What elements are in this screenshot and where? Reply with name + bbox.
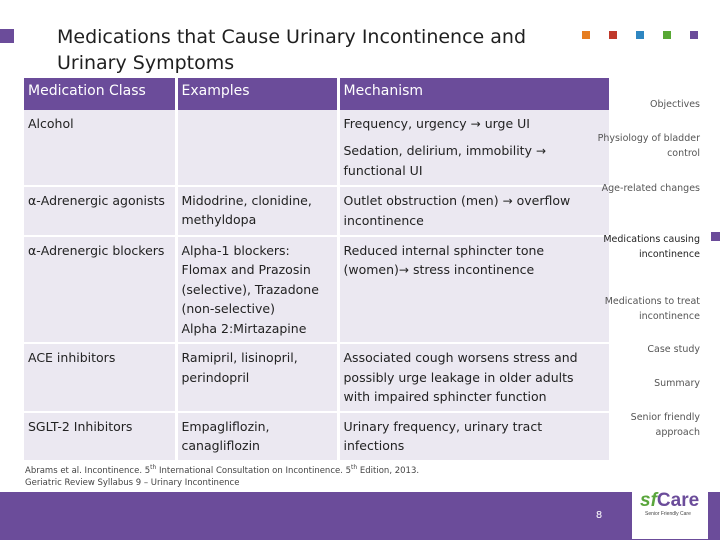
- mechanism-text: functional UI: [343, 163, 423, 178]
- table-row: [24, 343, 609, 412]
- examples-cell: [176, 236, 338, 344]
- header-examples: Examples: [176, 78, 338, 110]
- mechanism-cell: [338, 412, 609, 461]
- arrow-right-icon: →: [470, 117, 481, 131]
- slide-marker: [0, 29, 14, 43]
- nav-item[interactable]: Physiology of bladder control: [597, 133, 700, 159]
- arrow-right-icon: →: [398, 263, 409, 277]
- mechanism-text: stress incontinence: [408, 262, 535, 277]
- mechanism-text: Sedation, delirium, immobility: [343, 142, 536, 158]
- sfcare-logo-text: sfCare: [640, 490, 700, 511]
- mechanism-line: [344, 241, 604, 281]
- example-text: Ramipril, lisinopril, perindopril: [181, 350, 298, 385]
- mechanism-cell: [338, 236, 609, 344]
- header-mechanism: Mechanism: [338, 78, 609, 110]
- mechanism-line: [344, 114, 604, 135]
- table-row: [24, 186, 609, 236]
- nav-item[interactable]: Age-related changes: [601, 183, 700, 194]
- mechanism-text: overflow incontinence: [343, 192, 571, 228]
- nav-item[interactable]: Senior friendly approach: [630, 412, 700, 438]
- examples-cell: [176, 343, 338, 412]
- nav-item[interactable]: Case study: [647, 344, 700, 355]
- arrow-right-icon: →: [502, 193, 513, 208]
- orange-square-icon: [582, 31, 590, 39]
- header-medication-class: Medication Class: [24, 78, 176, 110]
- medication-class-cell: α-Adrenergic agonists: [24, 186, 176, 236]
- mechanism-text: urge UI: [480, 116, 530, 131]
- mechanism-text: Outlet obstruction (men): [343, 192, 503, 208]
- citation-abrams: Abrams et al. Incontinence. 5th International Consultation on Incontinence. 5th Edition, 2013.: [25, 464, 420, 476]
- examples-cell: [176, 110, 338, 186]
- footer-bar: [0, 492, 720, 540]
- mechanism-cell: [338, 186, 609, 236]
- mechanism-text: Reduced internal sphincter tone (women): [343, 242, 545, 277]
- sfcare-logo-subtitle: Senior Friendly Care: [645, 511, 691, 517]
- table-row: [24, 236, 609, 344]
- medications-table: [24, 78, 609, 462]
- example-text: Empagliflozin, canagliflozin: [181, 418, 270, 453]
- slide-title: Medications that Cause Urinary Incontinence and Urinary Symptoms: [57, 26, 527, 74]
- mechanism-line: [344, 141, 604, 181]
- medication-class-cell: SGLT-2 Inhibitors: [24, 412, 176, 461]
- medication-class-cell: α-Adrenergic blockers: [24, 236, 176, 344]
- nav-item[interactable]: Objectives: [650, 99, 700, 110]
- mechanism-text: Urinary frequency, urinary tract infections: [343, 418, 543, 453]
- blue-square-icon: [636, 31, 644, 39]
- active-section-marker: [711, 232, 720, 241]
- nav-item[interactable]: Medications to treat incontinence: [604, 296, 700, 322]
- green-square-icon: [663, 31, 671, 39]
- arrow-right-icon: →: [535, 143, 547, 158]
- mechanism-line: [344, 348, 604, 407]
- example-text: Alpha 2:Mirtazapine: [181, 320, 307, 336]
- mechanism-line: [344, 417, 604, 456]
- mechanism-text: Associated cough worsens stress and possibly urge leakage in older adults with impaired sphincter function: [343, 350, 578, 404]
- examples-cell: [176, 412, 338, 461]
- nav-item[interactable]: Medications causing incontinence: [603, 234, 700, 260]
- citations: [25, 462, 419, 489]
- table-row: [24, 110, 609, 186]
- table-header-row: [24, 78, 609, 110]
- table-row: [24, 412, 609, 461]
- decorative-squares: [582, 31, 698, 39]
- mechanism-line: [344, 191, 604, 231]
- example-text: Midodrine, clonidine, methyldopa: [181, 192, 312, 227]
- mechanism-cell: [338, 110, 609, 186]
- examples-cell: [176, 186, 338, 236]
- nav-item[interactable]: Summary: [654, 378, 700, 389]
- citation-geriatric-review: Geriatric Review Syllabus 9 – Urinary Incontinence: [25, 477, 240, 488]
- red-square-icon: [609, 31, 617, 39]
- mechanism-cell: [338, 343, 609, 412]
- page-number: 8: [595, 510, 603, 521]
- medication-class-cell: ACE inhibitors: [24, 343, 176, 412]
- medication-class-cell: Alcohol: [24, 110, 176, 186]
- purple-square-icon: [690, 31, 698, 39]
- mechanism-text: Frequency, urgency: [343, 116, 471, 131]
- example-text: Alpha-1 blockers: Flomax and Prazosin (selective), Trazadone (non-selective): [181, 242, 319, 316]
